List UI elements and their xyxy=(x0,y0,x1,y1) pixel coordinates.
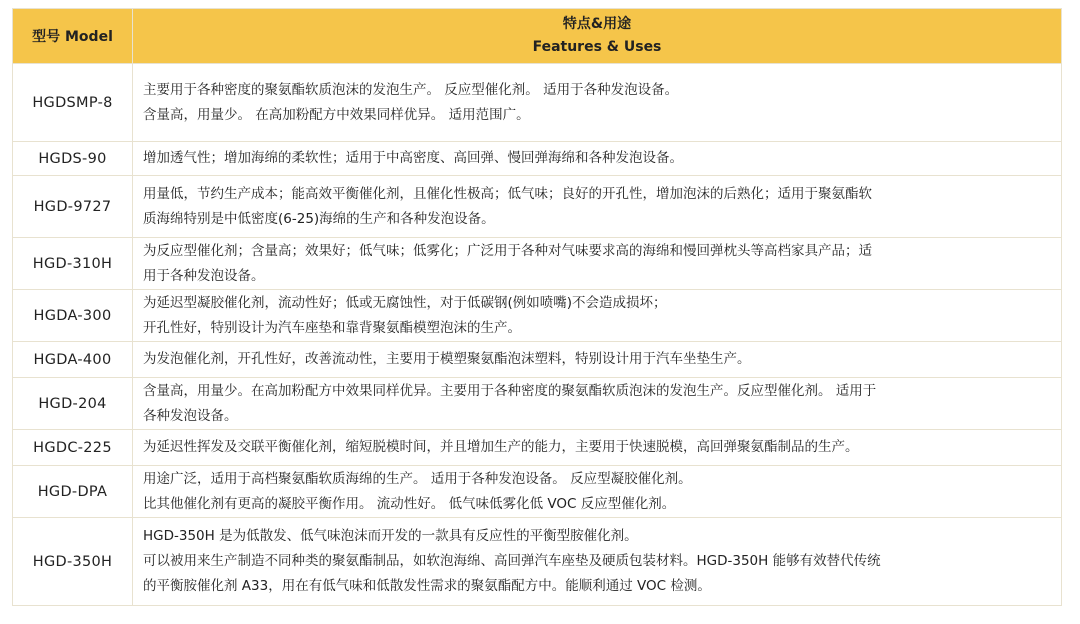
description-cell xyxy=(133,290,1062,342)
model-cell: HGD-DPA xyxy=(13,466,133,518)
model-cell: HGD-350H xyxy=(13,518,133,606)
model-cell: HGD-204 xyxy=(13,378,133,430)
model-cell: HGDA-400 xyxy=(13,342,133,378)
description-cell xyxy=(133,238,1062,290)
table-row xyxy=(13,518,1062,606)
description-line: 为延迟型凝胶催化剂，流动性好；低或无腐蚀性，对于低碳钢(例如喷嘴)不会造成损坏； xyxy=(143,294,667,311)
table-row xyxy=(13,430,1062,466)
description-line: HGD-350H 是为低散发、低气味泡沫而开发的一款具有反应性的平衡型胺催化剂。 xyxy=(143,528,638,544)
description-line: 开孔性好，特别设计为汽车座垫和靠背聚氨酯模塑泡沫的生产。 xyxy=(143,319,521,336)
table-row xyxy=(13,290,1062,342)
description-cell xyxy=(133,378,1062,430)
description-cell xyxy=(133,142,1062,176)
table-row xyxy=(13,142,1062,176)
description-cell xyxy=(133,176,1062,238)
description-line: 质海绵特别是中低密度(6-25)海绵的生产和各种发泡设备。 xyxy=(143,210,495,227)
description-line: 用途广泛，适用于高档聚氨酯软质海绵的生产。 适用于各种发泡设备。 反应型凝胶催化剂。 xyxy=(143,470,692,487)
description-line: 为反应型催化剂；含量高；效果好；低气味；低雾化；广泛用于各种对气味要求高的海绵和慢回弹枕头等高档家具产品；适 xyxy=(143,242,872,259)
model-cell: HGDC-225 xyxy=(13,430,133,466)
features-header-en: Features & Uses xyxy=(532,39,662,55)
description-line: 增加透气性；增加海绵的柔软性；适用于中高密度、高回弹、慢回弹海绵和各种发泡设备。 xyxy=(143,150,683,166)
description-line: 的平衡胺催化剂 A33，用在有低气味和低散发性需求的聚氨酯配方中。能顺利通过 VOC 检测。 xyxy=(143,578,711,594)
description-line: 为延迟性挥发及交联平衡催化剂，缩短脱模时间，并且增加生产的能力，主要用于快速脱模，高回弹聚氨酯制品的生产。 xyxy=(143,439,859,455)
model-cell: HGD-9727 xyxy=(13,176,133,238)
description-cell xyxy=(133,342,1062,378)
table-row xyxy=(13,466,1062,518)
table-header-row xyxy=(13,9,1062,64)
description-cell xyxy=(133,64,1062,142)
description-line: 含量高，用量少。在高加粉配方中效果同样优异。主要用于各种密度的聚氨酯软质泡沫的发泡生产。反应型催化剂。 适用于 xyxy=(143,382,877,399)
description-cell xyxy=(133,518,1062,606)
description-line: 用于各种发泡设备。 xyxy=(143,267,265,284)
description-line: 主要用于各种密度的聚氨酯软质泡沫的发泡生产。 反应型催化剂。 适用于各种发泡设备。 xyxy=(143,81,679,98)
features-header-cn: 特点&用途 xyxy=(562,16,632,32)
table-row xyxy=(13,176,1062,238)
product-table xyxy=(12,8,1062,606)
description-cell xyxy=(133,430,1062,466)
table-row xyxy=(13,378,1062,430)
features-column-header xyxy=(133,9,1062,64)
model-cell: HGDS-90 xyxy=(13,142,133,176)
description-line: 各种发泡设备。 xyxy=(143,407,238,424)
description-line: 含量高，用量少。 在高加粉配方中效果同样优异。 适用范围广。 xyxy=(143,106,530,123)
description-line: 可以被用来生产制造不同种类的聚氨酯制品，如软泡海绵、高回弹汽车座垫及硬质包装材料。HGD-350H 能够有效替代传统 xyxy=(143,553,881,569)
description-line: 用量低，节约生产成本；能高效平衡催化剂，且催化性极高；低气味；良好的开孔性，增加泡沫的后熟化；适用于聚氨酯软 xyxy=(143,185,872,202)
model-cell: HGDA-300 xyxy=(13,290,133,342)
model-column-header: 型号 Model xyxy=(13,9,133,64)
product-table-container xyxy=(12,8,1062,606)
description-cell xyxy=(133,466,1062,518)
description-line: 比其他催化剂有更高的凝胶平衡作用。 流动性好。 低气味低雾化低 VOC 反应型催化剂。 xyxy=(143,495,676,512)
table-row xyxy=(13,64,1062,142)
model-cell: HGDSMP-8 xyxy=(13,64,133,142)
description-line: 为发泡催化剂，开孔性好，改善流动性，主要用于模塑聚氨酯泡沫塑料，特别设计用于汽车坐垫生产。 xyxy=(143,351,751,367)
table-row xyxy=(13,238,1062,290)
table-row xyxy=(13,342,1062,378)
model-cell: HGD-310H xyxy=(13,238,133,290)
